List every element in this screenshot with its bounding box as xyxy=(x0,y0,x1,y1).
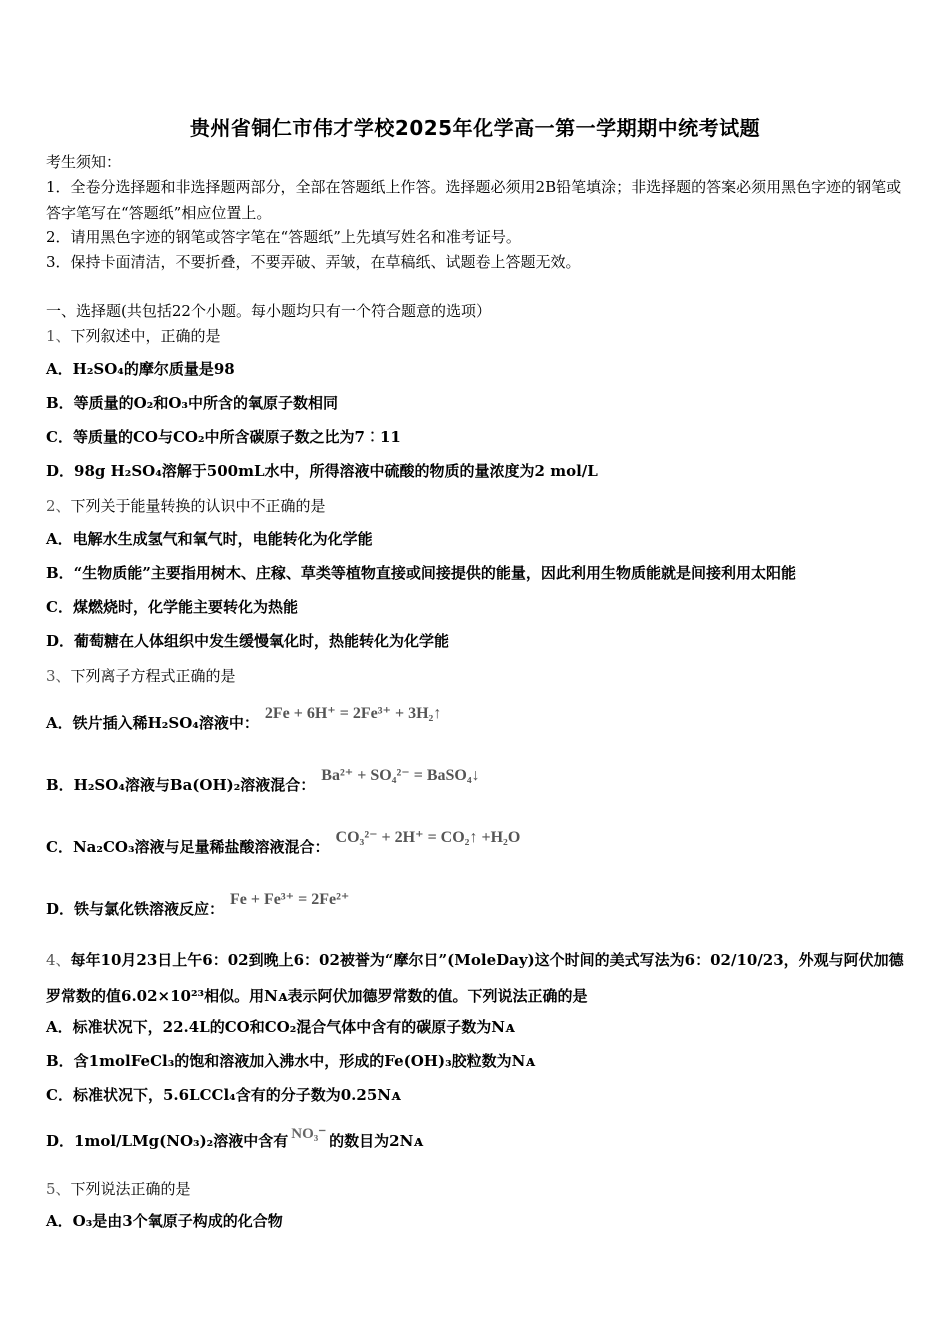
q1-option-a[interactable] xyxy=(46,358,904,380)
option-text: B．H₂SO₄溶液与Ba(OH)₂溶液混合： xyxy=(46,776,316,794)
question-number: 3、 xyxy=(46,667,71,685)
equation: 2Fe + 6H⁺ = 2Fe³⁺ + 3H₂↑ xyxy=(264,705,442,722)
question-3-stem xyxy=(46,665,904,687)
equation: Fe + Fe³⁺ = 2Fe²⁺ xyxy=(230,891,350,908)
q1-option-b[interactable]: B．等质量的O₂和O₃中所含的氧原子数相同 xyxy=(46,394,338,412)
question-1-stem xyxy=(46,325,904,347)
section-heading: 一、选择题(共包括22个小题。每小题均只有一个符合题意的选项） xyxy=(46,302,491,320)
q2-option-c[interactable]: C．煤燃烧时，化学能主要转化为热能 xyxy=(46,598,298,616)
notice-item-2: 2．请用黑色字迹的钢笔或答字笔在“答题纸”上先填写姓名和准考证号。 xyxy=(46,228,521,246)
notice-item-3: 3．保持卡面清洁，不要折叠，不要弄破、弄皱，在草稿纸、试题卷上答题无效。 xyxy=(46,253,581,271)
option-text: D．1mol/LMg(NO₃)₂溶液中含有 xyxy=(46,1132,289,1150)
q1-option-c[interactable]: C．等质量的CO与CO₂中所含碳原子数之比为7︰11 xyxy=(46,428,401,446)
question-number: 2、 xyxy=(46,497,71,515)
equation: CO₃²⁻ + 2H⁺ = CO₂↑ +H₂O xyxy=(335,829,521,846)
q2-option-b[interactable]: B．“生物质能”主要指用树木、庄稼、草类等植物直接或间接提供的能量，因此利用生物质能就是间接利用太阳能 xyxy=(46,564,796,582)
equation: Ba²⁺ + SO₄²⁻ = BaSO₄↓ xyxy=(321,767,480,784)
page-title: 贵州省铜仁市伟才学校2025年化学高一第一学期期中统考试题 xyxy=(189,116,761,140)
question-number: 1、 xyxy=(46,327,71,345)
q4-option-c[interactable]: C．标准状况下，5.6LCCl₄含有的分子数为0.25Nᴀ xyxy=(46,1086,401,1104)
question-text: 每年10月23日上午6：02到晚上6：02被誉为“摩尔日”(MoleDay)这个时间的美式写法为6：02/10/23，外观与阿伏加德罗常数的值6.02×10²³相似。用Nᴀ表示阿伏加德罗常数的值。下列说法正确的是 xyxy=(46,951,904,1005)
q4-option-b[interactable]: B．含1molFeCl₃的饱和溶液加入沸水中，形成的Fe(OH)₃胶粒数为Nᴀ xyxy=(46,1052,535,1070)
nitrate-ion: NO₃⁻ xyxy=(291,1126,327,1142)
question-text: 下列说法正确的是 xyxy=(70,1180,191,1198)
option-text: 的摩尔质量是98 xyxy=(123,360,235,378)
q4-option-a[interactable]: A．标准状况下，22.4L的CO和CO₂混合气体中含有的碳原子数为Nᴀ xyxy=(46,1018,515,1036)
option-text: 的数目为2Nᴀ xyxy=(329,1132,423,1150)
q3-option-d[interactable] xyxy=(46,891,904,921)
notice-heading: 考生须知： xyxy=(46,153,122,171)
question-text: 下列离子方程式正确的是 xyxy=(70,667,236,685)
option-text: C．Na₂CO₃溶液与足量稀盐酸溶液混合： xyxy=(46,838,330,856)
option-prefix: A． xyxy=(46,360,73,378)
question-4-stem xyxy=(46,942,904,1014)
q1-option-d[interactable]: D．98g H₂SO₄溶解于500mL水中，所得溶液中硫酸的物质的量浓度为2 mol/L xyxy=(46,462,598,480)
q5-option-a[interactable]: A．O₃是由3个氧原子构成的化合物 xyxy=(46,1212,283,1230)
question-text: 下列叙述中，正确的是 xyxy=(70,327,221,345)
q2-option-d[interactable]: D．葡萄糖在人体组织中发生缓慢氧化时，热能转化为化学能 xyxy=(46,632,450,650)
question-number: 4、 xyxy=(46,951,71,969)
notice-item-1: 1．全卷分选择题和非选择题两部分，全部在答题纸上作答。选择题必须用2B铅笔填涂；非选择题的答案必须用黑色字迹的钢笔或答字笔写在“答题纸”相应位置上。 xyxy=(46,178,902,222)
question-2-stem xyxy=(46,495,904,517)
q3-option-a[interactable] xyxy=(46,705,904,735)
option-text: A．铁片插入稀H₂SO₄溶液中： xyxy=(46,714,259,732)
q3-option-c[interactable] xyxy=(46,829,904,859)
formula: H₂SO₄ xyxy=(72,360,124,378)
q2-option-a[interactable]: A．电解水生成氢气和氧气时，电能转化为化学能 xyxy=(46,530,373,548)
question-text: 下列关于能量转换的认识中不正确的是 xyxy=(70,497,326,515)
question-number: 5、 xyxy=(46,1180,71,1198)
option-text: D．铁与氯化铁溶液反应： xyxy=(46,900,225,918)
q4-option-d[interactable] xyxy=(46,1126,904,1153)
q3-option-b[interactable] xyxy=(46,767,904,797)
question-5-stem xyxy=(46,1178,904,1200)
